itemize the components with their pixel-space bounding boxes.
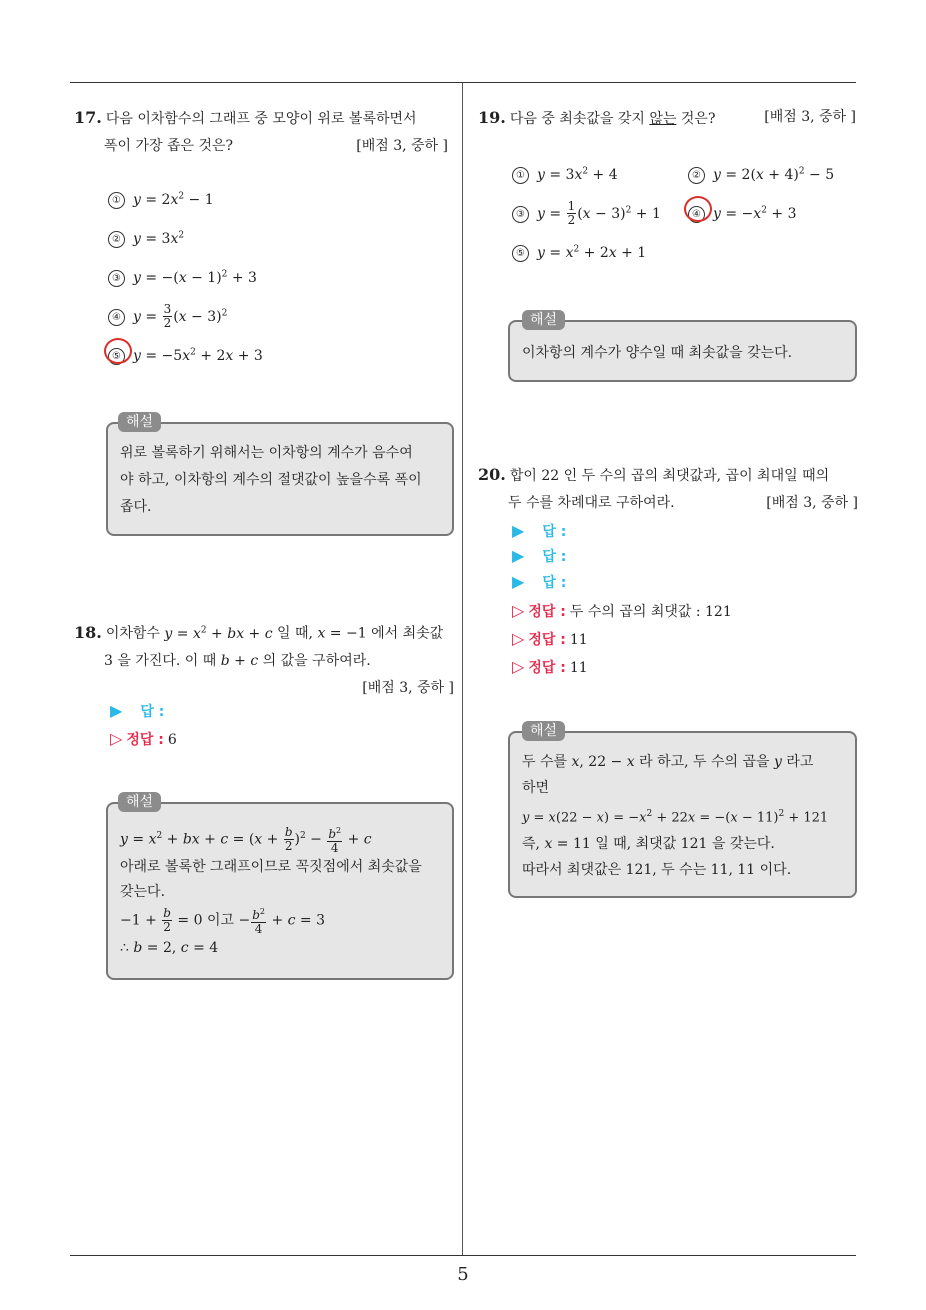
q19-number: 19. [478, 108, 506, 127]
q17-option-5-marker: ⑤ [108, 348, 125, 365]
q20-correct-value-1: 두 수의 곱의 최댓값 : 121 [569, 604, 732, 620]
outline-triangle-icon: ▷ [110, 729, 123, 748]
q18-exp-line3: 갖는다. [120, 884, 166, 901]
q20-explanation-box [508, 731, 857, 898]
q17-option-4[interactable]: ④ y = $\frac{3}{2}$ $(x - 3)^2$ [108, 296, 227, 334]
q20-number: 20. [478, 465, 506, 484]
q20-correct-value-3: 11 [569, 660, 588, 676]
q19-option-3[interactable]: ③ y = $\frac{1}{2}$ $(x - 3)^2 + 1$ [512, 193, 661, 231]
outline-triangle-icon: ▷ [512, 657, 525, 676]
q18-number: 18. [74, 622, 102, 642]
q18-question: 18. 이차함수 $y = x^2$ + bx + c 일 때, x = −1 에서 최솟값 3 을 가진다. 이 때 b + c 의 값을 구하여라. [배점 3, 중하 ] [74, 617, 456, 702]
play-icon: ▶ [512, 521, 525, 540]
q20-line1: 합이 22 인 두 수의 곱의 최댓값과, 곱이 최대일 때의 [509, 468, 830, 484]
q18-answer-row[interactable] [110, 701, 164, 722]
q17-option-5[interactable]: ⑤ $y = -5x^2 + 2x + 3$ [108, 342, 263, 366]
q18-correct-row [110, 729, 177, 750]
q20-correct-row-3 [512, 657, 588, 678]
q20-answer-row-2[interactable] [512, 546, 566, 567]
q18-explanation-box [106, 802, 454, 980]
q19-option-2[interactable]: ② $y = 2(x + 4)^2 - 5$ [688, 161, 834, 185]
outline-triangle-icon: ▷ [512, 629, 525, 648]
q20-explanation-tag: 해설 [522, 721, 565, 741]
play-icon: ▶ [512, 546, 525, 565]
q20-exp-line4-a: 즉, [522, 836, 540, 853]
q18-correct-value: 6 [167, 732, 177, 748]
q17-option-1[interactable]: ① $y = 2x^2 - 1$ [108, 186, 214, 210]
q18-line1-b: 일 때, [277, 625, 313, 642]
q20-exp-line2: 하면 [522, 780, 550, 796]
q20-answer-row-1[interactable] [512, 521, 566, 542]
q17-number: 17. [74, 108, 102, 127]
q17-points: [배점 3, 중하 ] [356, 138, 448, 154]
q18-line2-a: 3 을 가진다. 이 때 [104, 652, 217, 669]
q17-option-1-marker: ① [108, 192, 125, 209]
q20-correct-row-1 [512, 601, 732, 622]
q18-exp-line4-mid: 이고 [206, 912, 235, 929]
q17-exp-line3: 좁다. [120, 499, 152, 515]
q20-question [478, 461, 858, 517]
q20-correct-label-2: 정답 : [528, 632, 566, 648]
q18-exp-equation2: −1 + $\frac{b}{2}$ = 0 이고 − $\frac{b^2}{4}$ + c = 3 [120, 906, 326, 937]
q20-exp-line4-b: 일 때, 최댓값 121 을 갖는다. [595, 836, 775, 853]
q18-exp-result: ∴ b = 2, c = 4 [120, 940, 219, 957]
q20-exp-line1-b: 라 하고, 두 수의 곱을 [639, 754, 770, 770]
q20-answer-label-3: 답 : [542, 575, 567, 591]
q17-answer-mark [104, 338, 132, 364]
q18-exp-equation1: $y = x^2$ + bx + c = (x + $\frac{b}{2}$ )$^2$ − $\frac{b^2}{4}$ + c [120, 825, 372, 856]
q18-line1-a: 이차함수 [105, 625, 160, 642]
q19-points: [배점 3, 중하 ] [764, 109, 856, 125]
q19-option-1[interactable]: ① $y = 3x^2 + 4$ [512, 161, 618, 185]
q17-question [74, 104, 456, 160]
q19-explanation-tag: 해설 [522, 310, 565, 330]
q19-option-4-marker: ④ [688, 206, 705, 223]
q19-text-underlined: 않는 [649, 111, 677, 127]
q20-answer-row-3[interactable] [512, 572, 566, 593]
q17-option-3[interactable]: ③ $y = -(x - 1)^2 + 3$ [108, 264, 257, 288]
q18-correct-label: 정답 : [126, 732, 164, 748]
q18-line2-b: 의 값을 구하여라. [262, 652, 371, 669]
q17-line1: 다음 이차함수의 그래프 중 모양이 위로 볼록하면서 [105, 111, 417, 127]
q20-answer-label-2: 답 : [542, 549, 567, 565]
q19-option-5[interactable]: ⑤ $y = x^2 + 2x + 1$ [512, 239, 646, 263]
q17-explanation-tag: 해설 [118, 412, 161, 432]
q19-question [478, 104, 856, 133]
q17-exp-line1: 위로 볼록하기 위해서는 이차항의 계수가 음수여 [120, 445, 413, 461]
q17-option-3-marker: ③ [108, 270, 125, 287]
outline-triangle-icon: ▷ [512, 601, 525, 620]
q20-line2: 두 수를 차례대로 구하여라. [508, 495, 675, 511]
q20-exp-line5: 따라서 최댓값은 121, 두 수는 11, 11 이다. [522, 862, 792, 879]
q18-exp-line2: 아래로 볼록한 그래프이므로 꼭짓점에서 최솟값을 [120, 859, 422, 876]
q20-correct-value-2: 11 [569, 632, 588, 648]
q20-answer-label-1: 답 : [542, 524, 567, 540]
q19-text-a: 다음 중 최솟값을 갖지 [509, 111, 645, 127]
q19-option-5-marker: ⑤ [512, 245, 529, 262]
q19-answer-mark [684, 196, 712, 222]
q19-exp-line1: 이차항의 계수가 양수일 때 최솟값을 갖는다. [522, 345, 793, 361]
q19-option-1-marker: ① [512, 167, 529, 184]
q20-points: [배점 3, 중하 ] [766, 495, 858, 511]
q20-correct-label-3: 정답 : [528, 660, 566, 676]
q19-option-4[interactable]: ④ $y = -x^2 + 3$ [688, 200, 796, 224]
q17-explanation-box [106, 422, 454, 536]
q19-text-b: 것은? [680, 111, 716, 127]
q19-option-3-marker: ③ [512, 206, 529, 223]
q20-exp-line4: 즉, x = 11 일 때, 최댓값 121 을 갖는다. [522, 836, 775, 853]
q17-option-2[interactable]: ② $y = 3x^2$ [108, 225, 184, 249]
play-icon: ▶ [512, 572, 525, 591]
q18-line1-c: 에서 최솟값 [371, 625, 444, 642]
bottom-rule [70, 1255, 856, 1256]
q17-option-4-marker: ④ [108, 309, 125, 326]
q18-answer-label: 답 : [140, 704, 165, 720]
q19-option-2-marker: ② [688, 167, 705, 184]
column-divider [462, 83, 463, 1255]
top-rule [70, 82, 856, 83]
q20-correct-label-1: 정답 : [528, 604, 566, 620]
play-icon: ▶ [110, 701, 123, 720]
q17-line2: 폭이 가장 좁은 것은? [104, 138, 234, 154]
q20-correct-row-2 [512, 629, 588, 650]
q20-exp-line1-c: 라고 [786, 754, 814, 770]
q18-explanation-tag: 해설 [118, 792, 161, 812]
q18-points: [배점 3, 중하 ] [362, 679, 454, 696]
q20-exp-line1: 두 수를 x, 22 − x 라 하고, 두 수의 곱을 y 라고 [522, 754, 814, 770]
q17-option-2-marker: ② [108, 231, 125, 248]
q20-exp-equation: $y = x(22 - x) = -x^2 + 22x = -(x - 11)^2 + 121$ [522, 809, 829, 826]
q20-exp-line1-a: 두 수를 [522, 754, 568, 770]
page-number: 5 [457, 1264, 469, 1285]
q17-exp-line2: 야 하고, 이차항의 계수의 절댓값이 높을수록 폭이 [120, 472, 422, 488]
